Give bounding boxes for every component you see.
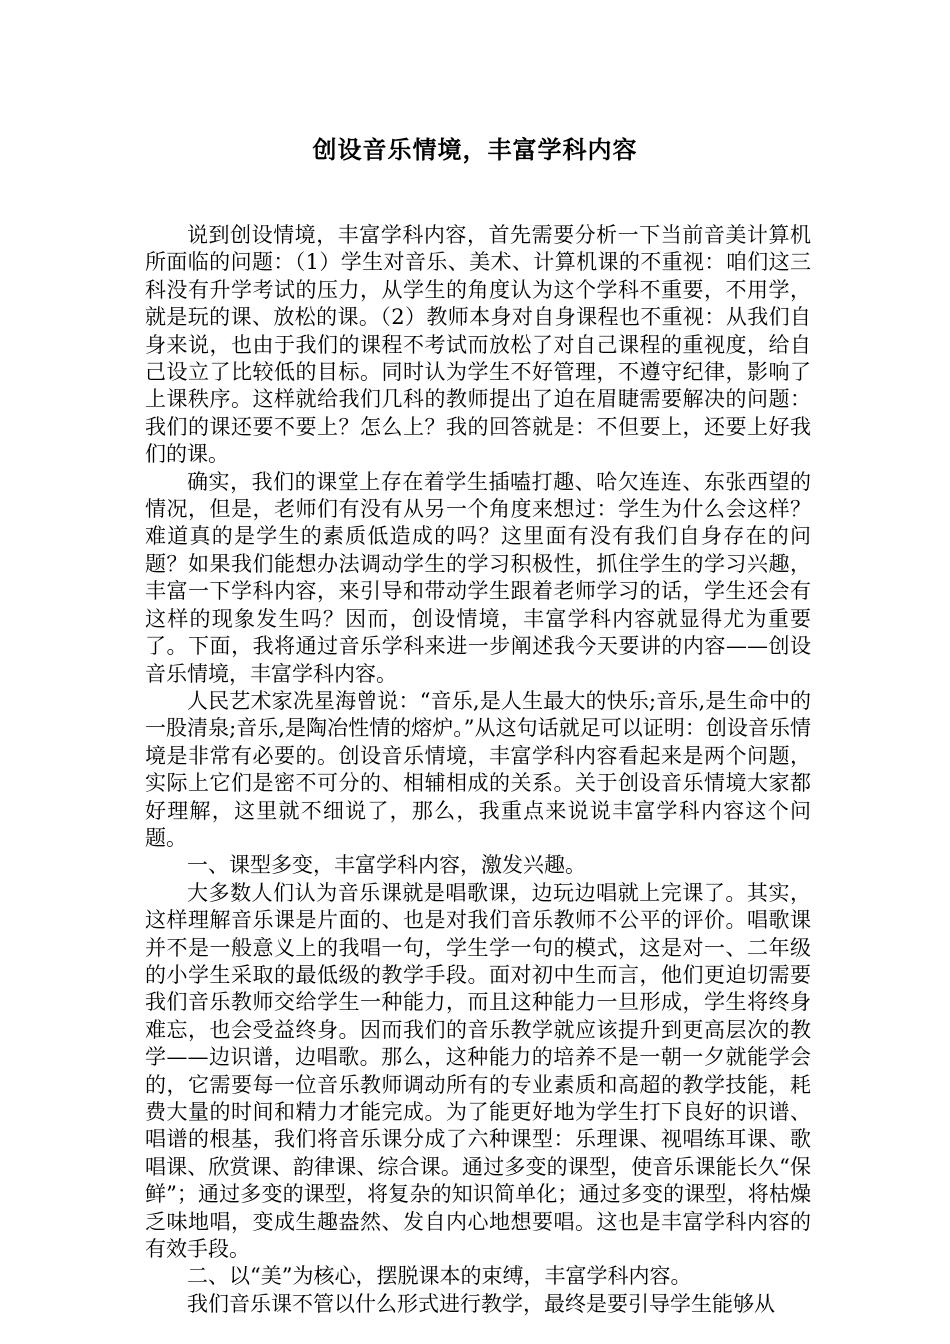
paragraph-3: 人民艺术家冼星海曾说：“音乐,是人生最大的快乐;音乐,是生命中的一股清泉;音乐,是陶冶性情的熔炉。”从这句话就足可以证明：创设音乐情境是非常有必要的。创设音乐情境，丰富学科内容看起来是两个问题，实际上它们是密不可分的、相辅相成的关系。关于创设音乐情境大家都好理解，这里就不细说了，那么，我重点来说说丰富学科内容这个问题。 bbox=[145, 688, 811, 850]
paragraph-4: 大多数人们认为音乐课就是唱歌课，边玩边唱就上完课了。其实，这样理解音乐课是片面的、也是对我们音乐教师不公平的评价。唱歌课并不是一般意义上的我唱一句，学生学一句的模式，这是对一、二年级的小学生采取的最低级的教学手段。面对初中生而言，他们更迫切需要我们音乐教师交给学生一种能力，而且这种能力一旦形成，学生将终身难忘，也会受益终身。因而我们的音乐教学就应该提升到更高层次的教学——边识谱，边唱歌。那么，这种能力的培养不是一朝一夕就能学会的，它需要每一位音乐教师调动所有的专业素质和高超的教学技能，耗费大量的时间和精力才能完成。为了能更好地为学生打下良好的识谱、唱谱的根基，我们将音乐课分成了六种课型：乐理课、视唱练耳课、歌唱课、欣赏课、韵律课、综合课。通过多变的课型，使音乐课能长久“保鲜”；通过多变的课型，将复杂的知识简单化；通过多变的课型，将枯燥乏味地唱，变成生趣盎然、发自内心地想要唱。这也是丰富学科内容的有效手段。 bbox=[145, 880, 811, 1262]
document-body bbox=[145, 222, 811, 1318]
section-heading-2: 二、以“美”为核心，摆脱课本的束缚，丰富学科内容。 bbox=[187, 1264, 692, 1289]
paragraph-5: 我们音乐课不管以什么形式进行教学，最终是要引导学生能够从 bbox=[187, 1291, 775, 1316]
paragraph-1: 说到创设情境，丰富学科内容，首先需要分析一下当前音美计算机所面临的问题：（1）学生对音乐、美术、计算机课的不重视：咱们这三科没有升学考试的压力，从学生的角度认为这个学科不重要，不用学，就是玩的课、放松的课。（2）教师本身对自身课程也不重视：从我们自身来说，也由于我们的课程不考试而放松了对自己课程的重视度，给自己设立了比较低的目标。同时认为学生不好管理，不遵守纪律，影响了上课秩序。这样就给我们几科的教师提出了迫在眉睫需要解决的问题：我们的课还要不要上？怎么上？我的回答就是：不但要上，还要上好我们的课。 bbox=[145, 223, 811, 467]
paragraph-2: 确实，我们的课堂上存在着学生插嗑打趣、哈欠连连、东张西望的情况，但是，老师们有没有从另一个角度来想过：学生为什么会这样？难道真的是学生的素质低造成的吗？这里面有没有我们自身存在的问题？如果我们能想办法调动学生的学习积极性，抓住学生的学习兴趣，丰富一下学科内容，来引导和带动学生跟着老师学习的话，学生还会有这样的现象发生吗？因而，创设情境，丰富学科内容就显得尤为重要了。下面，我将通过音乐学科来进一步阐述我今天要讲的内容——创设音乐情境，丰富学科内容。 bbox=[145, 469, 811, 686]
document-title: 创设音乐情境，丰富学科内容 bbox=[312, 135, 638, 164]
section-heading-1: 一、课型多变，丰富学科内容，激发兴趣。 bbox=[187, 853, 586, 878]
